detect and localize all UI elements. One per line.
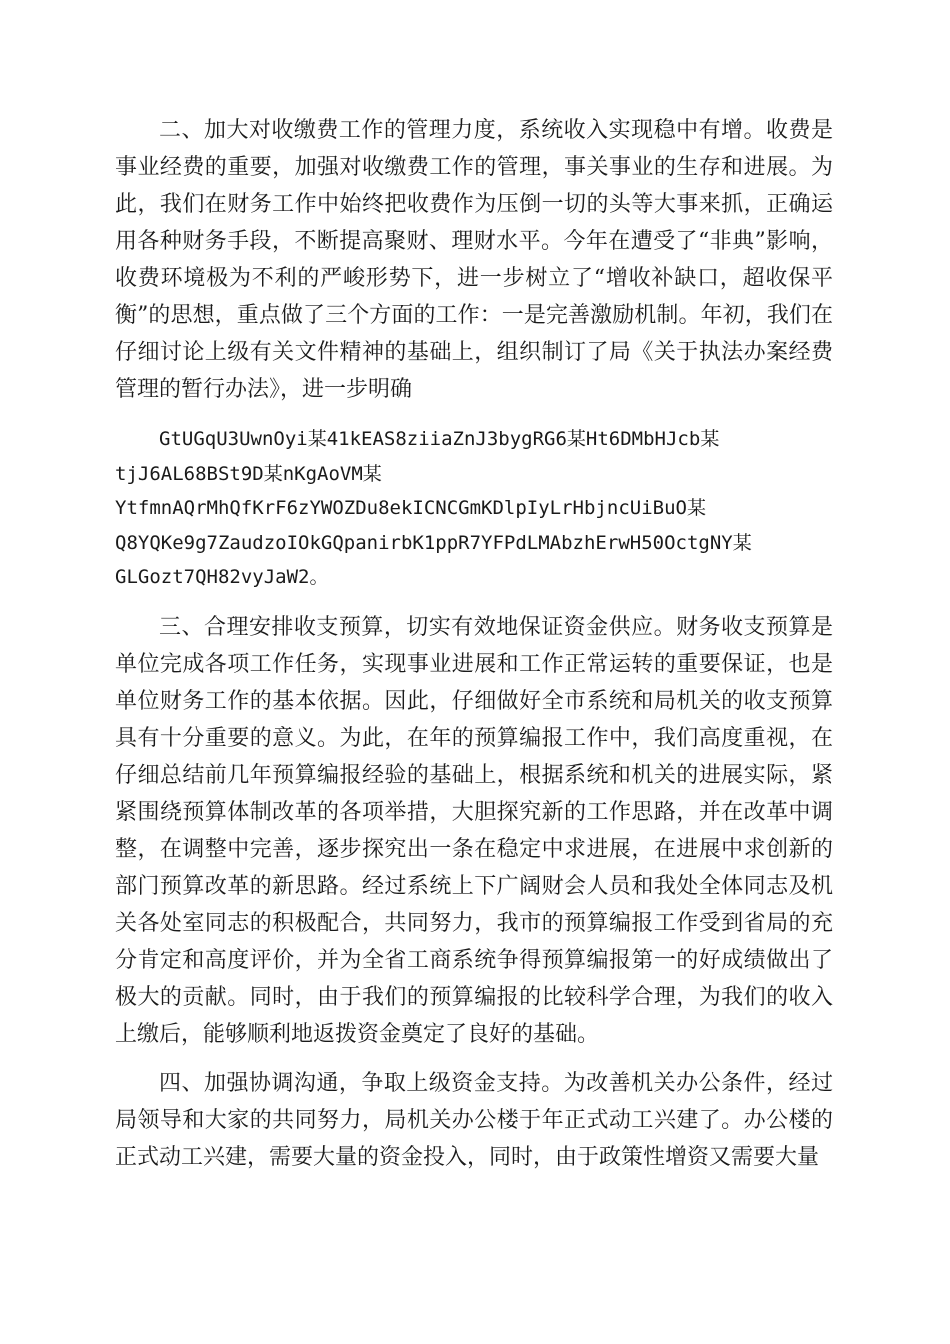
garbled-line: YtfmnAQrMhQfKrF6zYWOZDu8ekICNCGmKDlpIyLrHbjncUiBuO某: [115, 497, 706, 519]
garbled-text-block: [115, 408, 833, 609]
garbled-line: tjJ6AL68BSt9D某nKgAoVM某: [115, 462, 382, 485]
garbled-line: Q8YQKe9g7ZaudzoIOkGQpanirbK1ppR7YFPdLMAbzhErwH50OctgNY某: [115, 531, 752, 554]
paragraph-section-3: 三、合理安排收支预算，切实有效地保证资金供应。财务收支预算是单位完成各项工作任务，实现事业进展和工作正常运转的重要保证，也是单位财务工作的基本依据。因此，仔细做好全市系统和局机关的收支预算具有十分重要的意义。为此，在年的预算编报工作中，我们高度重视，在仔细总结前几年预算编报经验的基础上，根据系统和机关的进展实际，紧紧围绕预算体制改革的各项举措，大胆探究新的工作思路，并在改革中调整，在调整中完善，逐步探究出一条在稳定中求进展，在进展中求创新的部门预算改革的新思路。经过系统上下广阔财会人员和我处全体同志及机关各处室同志的积极配合，共同努力，我市的预算编报工作受到省局的充分肯定和高度评价，并为全省工商系统争得预算编报第一的好成绩做出了极大的贡献。同时，由于我们的预算编报的比较科学合理，为我们的收入上缴后，能够顺利地返拨资金奠定了良好的基础。: [115, 614, 833, 1047]
paragraph-section-2: 二、加大对收缴费工作的管理力度，系统收入实现稳中有增。收费是事业经费的重要，加强对收缴费工作的管理，事关事业的生存和进展。为此，我们在财务工作中始终把收费作为压倒一切的头等大事来抓，正确运用各种财务手段，不断提高聚财、理财水平。今年在遭受了“非典”影响，收费环境极为不利的严峻形势下，进一步树立了“增收补缺口，超收保平衡”的思想，重点做了三个方面的工作：一是完善激励机制。年初，我们在仔细讨论上级有关文件精神的基础上，组织制订了局《关于执法办案经费管理的暂行办法》，进一步明确: [115, 118, 833, 402]
garbled-line: GLGozt7QH82vyJaW2。: [115, 566, 329, 588]
document-page: [115, 112, 833, 1176]
garbled-line: GtUGqU3UwnOyi某41kEAS8ziiaZnJ3bygRG6某Ht6DMbHJcb某: [159, 428, 720, 450]
paragraph-section-4: 四、加强协调沟通，争取上级资金支持。为改善机关办公条件，经过局领导和大家的共同努力，局机关办公楼于年正式动工兴建了。办公楼的正式动工兴建，需要大量的资金投入，同时，由于政策性增资又需要大量: [115, 1070, 833, 1170]
